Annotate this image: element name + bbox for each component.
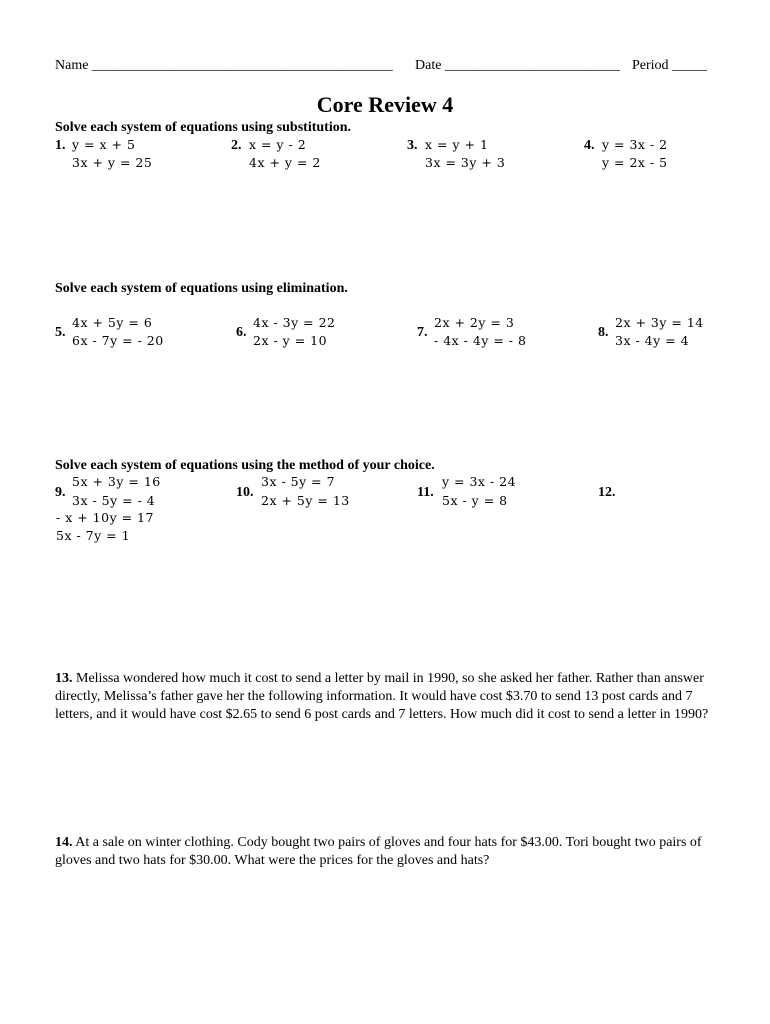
equation: 2x + 2y = 3 xyxy=(434,315,515,330)
equation: 3x - 4y = 4 xyxy=(615,333,690,348)
equation: 3x + y = 25 xyxy=(72,155,153,170)
page-title: Core Review 4 xyxy=(316,92,454,117)
problem-number: 10. xyxy=(236,485,254,500)
equation: 5x + 3y = 16 xyxy=(72,474,161,489)
problem-number: 14. xyxy=(55,835,73,850)
date-field-label: Date _________________________ xyxy=(415,58,620,73)
problem-number: 5. xyxy=(55,325,66,340)
equation: 2x + 3y = 14 xyxy=(615,315,704,330)
equation: 5x - y = 8 xyxy=(442,493,508,508)
equation: 4x + 5y = 6 xyxy=(72,315,153,330)
problem-number: 4. xyxy=(584,138,595,153)
problem-number: 1. xyxy=(55,138,66,153)
equation: 2x - y = 10 xyxy=(253,333,328,348)
problem-number: 2. xyxy=(231,138,242,153)
equation: x = y + 1 xyxy=(425,137,489,152)
word-problem-text: Melissa wondered how much it cost to send a letter by mail in 1990, so she asked her father. Rather than answer directly, Melissa’s father gave her the following information. It would have cost $3.70 to send 13 post cards and 7 letters, and it would have cost $2.65 to send 6 post cards and 7 letters. How much did it cost to send a letter in 1990? xyxy=(55,671,709,722)
word-problem-14 xyxy=(55,834,715,870)
word-problem-13 xyxy=(55,670,715,724)
word-problem-text: At a sale on winter clothing. Cody bought two pairs of gloves and four hats for $43.00. Tori bought two pairs of gloves and two hats for $30.00. What were the prices for the gloves and hats? xyxy=(55,835,702,868)
equation: 3x - 5y = - 4 xyxy=(72,493,156,508)
equation: y = 3x - 2 xyxy=(602,137,668,152)
equation: 6x - 7y = - 20 xyxy=(72,333,164,348)
problem-number: 13. xyxy=(55,671,73,686)
equation: y = x + 5 xyxy=(72,137,136,152)
problem-number: 3. xyxy=(407,138,418,153)
problem-number: 9. xyxy=(55,485,66,500)
equation: - x + 10y = 17 xyxy=(56,510,154,525)
equation: 3x = 3y + 3 xyxy=(425,155,506,170)
problem-number: 7. xyxy=(417,325,428,340)
problem-number: 6. xyxy=(236,325,247,340)
equation: 4x + y = 2 xyxy=(249,155,321,170)
equation: - 4x - 4y = - 8 xyxy=(434,333,527,348)
equation: 2x + 5y = 13 xyxy=(261,493,350,508)
equation: y = 2x - 5 xyxy=(602,155,668,170)
section-heading-elimination: Solve each system of equations using elimination. xyxy=(55,281,348,296)
name-field-label: Name ___________________________________________ xyxy=(55,58,393,73)
equation: 3x - 5y = 7 xyxy=(261,474,336,489)
problem-number: 11. xyxy=(417,485,434,500)
equation: y = 3x - 24 xyxy=(442,474,517,489)
problem-number: 8. xyxy=(598,325,609,340)
problem-number: 12. xyxy=(598,485,616,500)
equation: 5x - 7y = 1 xyxy=(56,528,131,543)
section-heading-substitution: Solve each system of equations using substitution. xyxy=(55,120,351,135)
equation: x = y - 2 xyxy=(249,137,307,152)
section-heading-method-of-choice: Solve each system of equations using the method of your choice. xyxy=(55,458,435,473)
equation: 4x - 3y = 22 xyxy=(253,315,336,330)
period-field-label: Period _____ xyxy=(632,58,708,73)
